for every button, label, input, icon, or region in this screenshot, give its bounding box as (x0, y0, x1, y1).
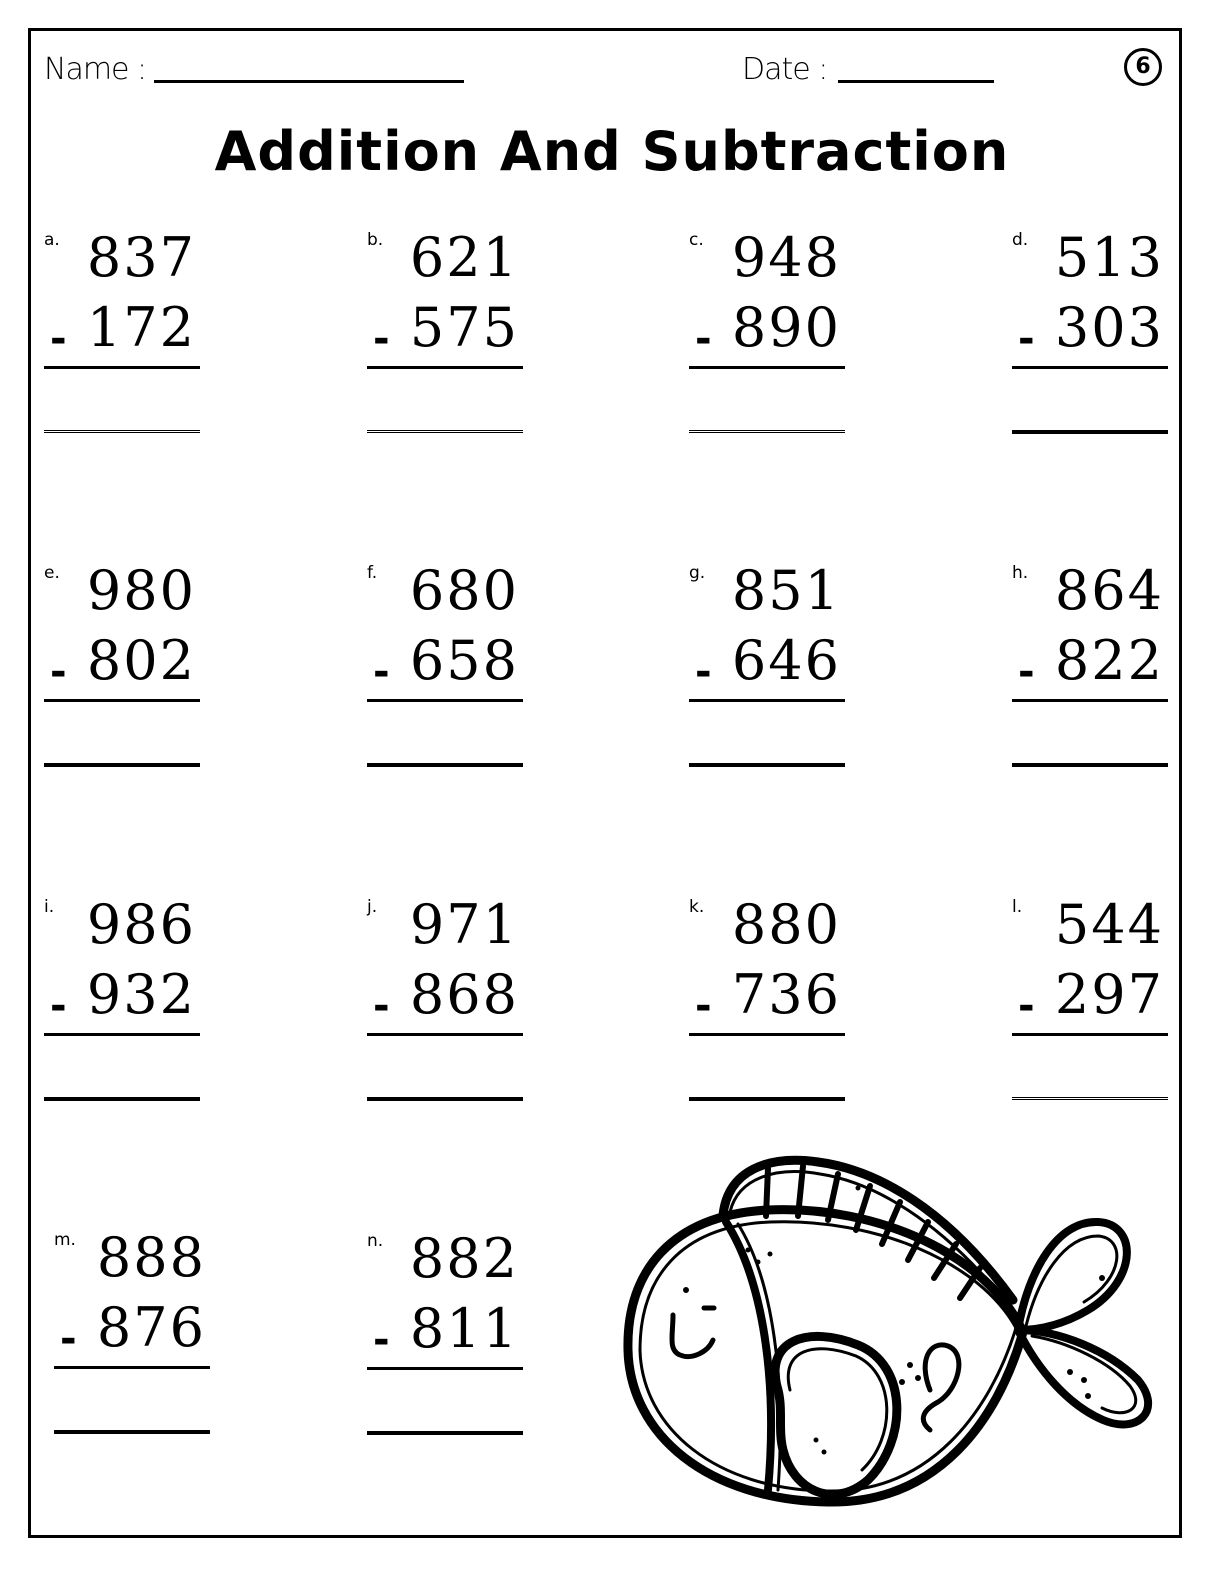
minus-sign: - (50, 649, 67, 695)
operation-line (367, 699, 523, 702)
problem-label: d. (1012, 230, 1029, 250)
problem-label: l. (1012, 897, 1023, 917)
operation-line (1012, 366, 1168, 369)
operation-line (44, 366, 200, 369)
minus-sign: - (1018, 983, 1035, 1029)
subtrahend: 658 (409, 629, 519, 692)
problem-g (689, 559, 849, 783)
minuend: 513 (1054, 226, 1164, 289)
operation-line (1012, 1033, 1168, 1036)
minuend: 621 (409, 226, 519, 289)
minuend: 948 (731, 226, 841, 289)
minuend: 864 (1054, 559, 1164, 622)
operation-line (54, 1366, 210, 1369)
problem-label: k. (689, 897, 705, 917)
answer-line[interactable] (44, 763, 200, 767)
page-number: 6 (1124, 48, 1162, 86)
subtrahend: 868 (409, 963, 519, 1026)
operation-line (689, 699, 845, 702)
subtrahend: 932 (86, 963, 196, 1026)
minus-sign: - (1018, 316, 1035, 362)
answer-line[interactable] (54, 1430, 210, 1434)
minus-sign: - (50, 983, 67, 1029)
minuend: 680 (409, 559, 519, 622)
answer-line[interactable] (689, 763, 845, 767)
name-label: Name : (44, 52, 147, 87)
problem-label: m. (54, 1230, 76, 1250)
subtrahend: 303 (1054, 296, 1164, 359)
subtrahend: 876 (96, 1296, 206, 1359)
answer-line[interactable] (367, 763, 523, 767)
operation-line (689, 366, 845, 369)
answer-line[interactable] (1012, 1097, 1168, 1103)
minuend: 544 (1054, 893, 1164, 956)
problem-l (1012, 893, 1172, 1117)
minus-sign: - (1018, 649, 1035, 695)
problem-d (1012, 226, 1172, 450)
minuend: 986 (86, 893, 196, 956)
name-field[interactable] (154, 80, 464, 83)
problem-h (1012, 559, 1172, 783)
operation-line (367, 366, 523, 369)
problem-f (367, 559, 527, 783)
problem-n (367, 1227, 527, 1451)
minuend: 888 (96, 1226, 206, 1289)
problem-label: h. (1012, 563, 1029, 583)
subtrahend: 646 (731, 629, 841, 692)
problem-k (689, 893, 849, 1117)
minuend: 851 (731, 559, 841, 622)
problem-j (367, 893, 527, 1117)
minus-sign: - (373, 316, 390, 362)
problem-i (44, 893, 204, 1117)
problem-label: e. (44, 563, 60, 583)
problem-label: j. (367, 897, 378, 917)
minuend: 971 (409, 893, 519, 956)
operation-line (689, 1033, 845, 1036)
subtrahend: 811 (409, 1297, 519, 1360)
minus-sign: - (373, 649, 390, 695)
date-label: Date : (742, 52, 828, 87)
page-title: Addition And Subtraction (214, 120, 1010, 183)
subtrahend: 822 (1054, 629, 1164, 692)
answer-line[interactable] (367, 1097, 523, 1101)
minuend: 882 (409, 1227, 519, 1290)
minus-sign: - (373, 1317, 390, 1363)
subtrahend: 890 (731, 296, 841, 359)
problem-m (54, 1226, 214, 1450)
date-field[interactable] (838, 80, 994, 83)
answer-line[interactable] (44, 1097, 200, 1101)
problem-a (44, 226, 204, 450)
minus-sign: - (695, 983, 712, 1029)
minuend: 837 (86, 226, 196, 289)
answer-line[interactable] (1012, 763, 1168, 767)
operation-line (367, 1033, 523, 1036)
problem-c (689, 226, 849, 450)
problem-label: i. (44, 897, 55, 917)
problem-b (367, 226, 527, 450)
problem-label: g. (689, 563, 706, 583)
problem-label: a. (44, 230, 60, 250)
subtrahend: 575 (409, 296, 519, 359)
subtrahend: 297 (1054, 963, 1164, 1026)
minus-sign: - (50, 316, 67, 362)
answer-line[interactable] (367, 1431, 523, 1435)
problem-label: c. (689, 230, 704, 250)
minuend: 880 (731, 893, 841, 956)
fish-icon (618, 1150, 1158, 1520)
answer-line[interactable] (689, 1097, 845, 1101)
subtrahend: 172 (86, 296, 196, 359)
operation-line (44, 1033, 200, 1036)
minus-sign: - (373, 983, 390, 1029)
minus-sign: - (60, 1316, 77, 1362)
minuend: 980 (86, 559, 196, 622)
subtrahend: 802 (86, 629, 196, 692)
problem-label: f. (367, 563, 378, 583)
minus-sign: - (695, 649, 712, 695)
operation-line (1012, 699, 1168, 702)
minus-sign: - (695, 316, 712, 362)
subtrahend: 736 (731, 963, 841, 1026)
answer-line[interactable] (44, 430, 200, 436)
problem-label: n. (367, 1231, 384, 1251)
operation-line (367, 1367, 523, 1370)
problem-label: b. (367, 230, 384, 250)
problem-e (44, 559, 204, 783)
answer-line[interactable] (1012, 430, 1168, 434)
answer-line[interactable] (689, 430, 845, 436)
answer-line[interactable] (367, 430, 523, 436)
operation-line (44, 699, 200, 702)
